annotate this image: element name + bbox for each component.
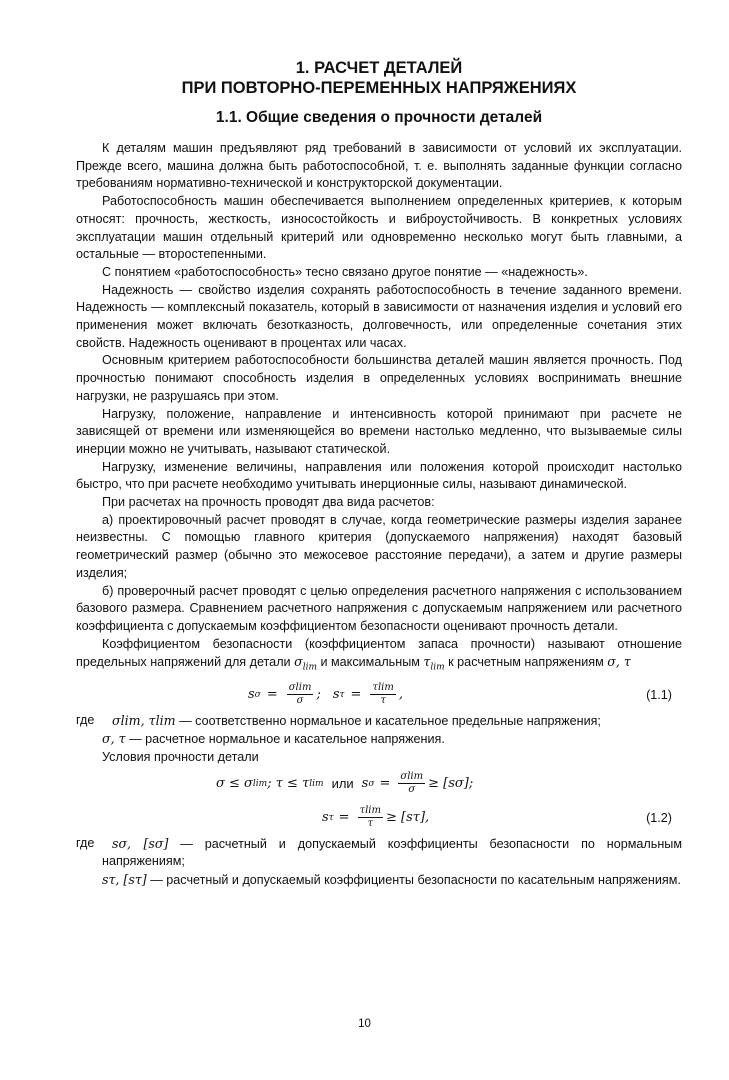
formula-1-2-line1: σ ≤ σ lim ; τ ≤ τ lim или s σ = $\frac{\sigma\lim}{\sigma}$ ≥ [sσ]; [216, 771, 474, 796]
where-block-1: где σlim, τlim — соответственно нормальное и касательное предельные напряжения; [76, 712, 601, 728]
paragraph: Работоспособность машин обеспечивается выполнением определенных критериев, к которым относят: прочность, жесткость, износостойкость и виброустойчивость. В конкретных условиях эксплуатации машин отдельный критерий или одновременно несколько могут быть главными, а остальные — второстепенными. [76, 194, 682, 262]
paragraph: Основным критерием работоспособности большинства деталей машин является прочность. Под прочностью понимают способность изделия в определенных условиях воспринимать внешние нагрузки, не разрушаясь при этом. [76, 353, 682, 403]
list-item: б) проверочный расчет проводят с целью определения расчетного напряжения с использованием базового размера. Сравнением расчетного напряжения с допускаемым напряжением или расчетного коэффициента с допускаемым коэффициентом безопасности оценивают прочность детали. [76, 583, 682, 633]
paragraph: Нагрузку, положение, направление и интенсивность которой принимают при расчете не зависящей от времени или изменяющейся во времени настолько медленно, что вызываемые силы инерции можно не учитывать, называют статической. [76, 406, 682, 456]
tau-lim-sub: lim [430, 662, 445, 673]
paragraph: Нагрузку, изменение величины, направления или положения которой происходит настолько быстро, что при расчете необходимо учитывать инерционные силы, называют динамической. [76, 459, 682, 492]
conditions-title: Условия прочности детали [102, 750, 259, 765]
paragraph: Надежность — свойство изделия сохранять работоспособность в течение заданного времени. Надежность — комплексный показатель, который в зависимости от назначения изделия и условий его применения может включать безотказность, долговечность, или определенные сочетания этих свойств. Надежность оценивают в процентах или часах. [76, 282, 682, 350]
section-title: 1.1. Общие сведения о прочности деталей [215, 109, 543, 126]
equation-number: (1.1) [646, 687, 672, 702]
safety-factor-paragraph: Коэффициентом безопасности (коэффициентом запаса прочности) называют отношение предельных напряжений для детали $\sigma_{lim}$ и максимальным $\tau_{lim}$ к расчетным напряжениям σ, τ [76, 636, 682, 673]
list-item: а) проектировочный расчет проводят в случае, когда геометрические размеры изделия заранее неизвестны. С помощью главного критерия (допускаемого напряжения) находят базовый геометрический размер (обычно это межосевое расстояние передачи), а затем и другие размеры изделия; [76, 512, 682, 580]
page-number: 10 [358, 1018, 371, 1030]
paragraph: К деталям машин предъявляют ряд требований в зависимости от условий их эксплуатации. Прежде всего, машина должна быть работоспособной, т. е. выполнять заданные функции согласно требованиям нормативно-технической и конструкторской документации. [76, 141, 682, 191]
paragraph: При расчетах на прочность проводят два вида расчетов: [102, 495, 435, 510]
formula-1-1: s σ = $\frac{\sigma\lim}{\sigma}$ ; s τ = $\frac{\tau\lim}{\tau}$ , (1.1) [76, 678, 682, 712]
formula-1-2-line2: s τ = $\frac{\tau\lim}{\tau}$ ≥ [sτ], (1.2) [76, 801, 682, 835]
where-block-2: где sσ, [sσ] — расчетный и допускаемый коэффициенты безопасности по нормальным напряжениям; [76, 835, 682, 869]
where-block-2-line2: sτ, [sτ] — расчетный и допускаемый коэффициенты безопасности по касательным напряжениям. [102, 872, 681, 888]
paragraph: С понятием «работоспособность» тесно связано другое понятие — «надежность». [102, 264, 588, 279]
chapter-title-line2: ПРИ ПОВТОРНО-ПЕРЕМЕННЫХ НАПРЯЖЕНИЯХ [181, 79, 577, 97]
page-content [76, 58, 682, 890]
equation-number: (1.2) [646, 810, 672, 825]
where-block-1-line2: σ, τ — расчетное нормальное и касательное напряжения. [102, 731, 445, 747]
chapter-title-line1: 1. РАСЧЕТ ДЕТАЛЕЙ [295, 59, 463, 77]
